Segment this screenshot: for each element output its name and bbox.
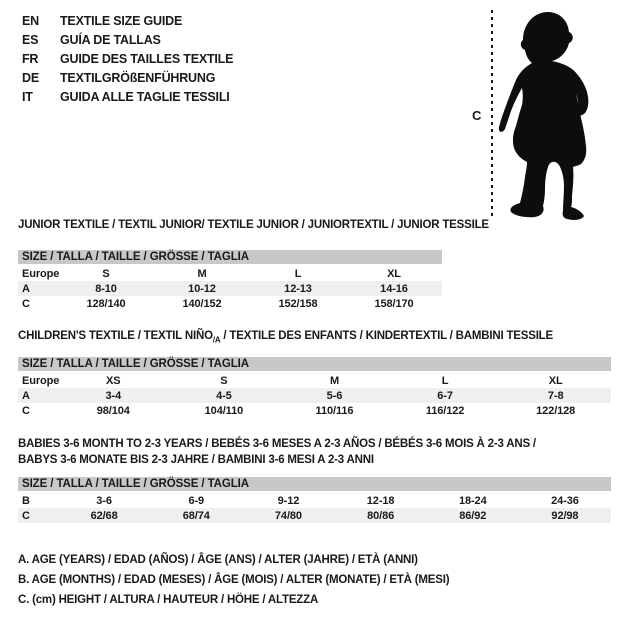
table-row-age: [18, 281, 442, 296]
language-code: DE: [22, 70, 39, 85]
language-label: GUÍA DE TALLAS: [60, 32, 161, 47]
size-cell: 6-7: [437, 389, 453, 402]
table-row-height: [18, 508, 611, 523]
row-label: A: [22, 282, 30, 295]
size-cell: 140/152: [182, 297, 222, 310]
row-label: A: [22, 389, 30, 402]
size-cell: 74/80: [274, 509, 302, 522]
language-code: ES: [22, 32, 39, 47]
size-cell: 12-18: [366, 494, 395, 507]
size-cell: 12-13: [284, 282, 312, 295]
legend: [18, 550, 449, 610]
language-row-it: [22, 87, 233, 106]
size-header-bar: SIZE / TALLA / TAILLE / GRÖSSE / TAGLIA: [18, 477, 611, 491]
language-row-de: [22, 68, 233, 87]
size-cell: XS: [106, 374, 121, 387]
legend-line-c: C. (cm) HEIGHT / ALTURA / HAUTEUR / HÖHE / ALTEZZA: [18, 594, 319, 606]
size-cell: 68/74: [182, 509, 210, 522]
babies-size-table: [18, 477, 611, 523]
title-line-1: BABIES 3-6 MONTH TO 2-3 YEARS / BEBÉS 3-6 MESES A 2-3 AÑOS / BÉBÉS 3-6 MOIS À 2-3 ANS /: [18, 438, 536, 450]
size-cell: 158/170: [374, 297, 414, 310]
legend-line-a: A. AGE (YEARS) / EDAD (AÑOS) / ÂGE (ANS) / ALTER (JAHRE) / ETÀ (ANNI): [18, 554, 418, 566]
legend-line-b: B. AGE (MONTHS) / EDAD (MESES) / ÂGE (MOIS) / ALTER (MONATE) / ETÀ (MESI): [18, 574, 450, 586]
table-row-age-months: [18, 493, 611, 508]
table-row-europe: [18, 373, 611, 388]
size-cell: S: [220, 374, 228, 387]
size-cell: L: [294, 267, 302, 280]
row-label: B: [22, 494, 30, 507]
title-pre: CHILDREN'S TEXTILE / TEXTIL NIÑO: [18, 330, 213, 342]
title-line-2: BABYS 3-6 MONATE BIS 2-3 JAHRE / BAMBINI 3-6 MESI A 2-3 ANNI: [18, 454, 374, 466]
size-cell: 116/122: [425, 404, 465, 417]
size-cell: 152/158: [278, 297, 318, 310]
size-cell: 3-6: [96, 494, 112, 507]
size-cell: 6-9: [188, 494, 205, 507]
row-label: C: [22, 509, 30, 522]
size-cell: 110/116: [315, 404, 354, 417]
size-cell: 5-6: [326, 389, 343, 402]
row-label: C: [22, 297, 30, 310]
junior-table-title: JUNIOR TEXTILE / TEXTIL JUNIOR/ TEXTILE JUNIOR / JUNIORTEXTIL / JUNIOR TESSILE: [18, 219, 489, 231]
size-cell: 104/110: [204, 404, 244, 417]
table-row-height: [18, 403, 611, 418]
size-cell: XL: [548, 374, 563, 387]
language-code: EN: [22, 13, 39, 28]
children-table-title: [18, 330, 553, 344]
size-cell: 4-5: [216, 389, 232, 402]
height-measure-label: C: [472, 108, 482, 123]
size-cell: 98/104: [96, 404, 130, 417]
size-cell: 62/68: [90, 509, 118, 522]
measurement-figure: [470, 8, 615, 222]
language-label: GUIDA ALLE TAGLIE TESSILI: [60, 89, 230, 104]
language-label: GUIDE DES TAILLES TEXTILE: [60, 51, 234, 66]
size-cell: 3-4: [105, 389, 122, 402]
size-cell: M: [329, 374, 340, 387]
size-cell: XL: [387, 267, 401, 280]
size-cell: 80/86: [367, 509, 395, 522]
size-cell: 7-8: [547, 389, 564, 402]
height-dashed-line: [491, 10, 493, 217]
table-row-age: [18, 388, 611, 403]
language-label: TEXTILE SIZE GUIDE: [60, 13, 183, 28]
size-cell: 8-10: [95, 282, 117, 295]
size-header-bar: SIZE / TALLA / TAILLE / GRÖSSE / TAGLIA: [18, 250, 442, 264]
language-list: [22, 11, 233, 106]
title-post: / TEXTILE DES ENFANTS / KINDERTEXTIL / BAMBINI TESSILE: [220, 330, 553, 342]
size-cell: 10-12: [188, 282, 216, 295]
language-code: IT: [22, 89, 33, 104]
row-label: Europe: [22, 374, 60, 387]
size-header-bar: SIZE / TALLA / TAILLE / GRÖSSE / TAGLIA: [18, 357, 611, 371]
table-row-height: [18, 296, 442, 311]
language-row-en: [22, 11, 233, 30]
row-label: Europe: [22, 267, 60, 280]
children-size-table: [18, 357, 611, 418]
row-label: C: [22, 404, 30, 417]
size-cell: 14-16: [380, 282, 408, 295]
size-cell: 24-36: [551, 494, 579, 507]
junior-size-table: [18, 250, 442, 311]
size-cell: L: [441, 374, 449, 387]
size-cell: 92/98: [551, 509, 579, 522]
table-row-europe: [18, 266, 442, 281]
language-code: FR: [22, 51, 39, 66]
toddler-silhouette-icon: [498, 10, 594, 220]
title-sub: /A: [212, 335, 221, 345]
language-row-fr: [22, 49, 233, 68]
size-cell: S: [102, 267, 110, 280]
language-row-es: [22, 30, 233, 49]
size-cell: 86/92: [459, 509, 487, 522]
size-cell: 18-24: [458, 494, 487, 507]
size-cell: M: [197, 267, 207, 280]
babies-table-title: [18, 438, 603, 470]
size-cell: 128/140: [86, 297, 126, 310]
size-cell: 122/128: [536, 404, 576, 417]
size-cell: 9-12: [277, 494, 300, 507]
language-label: TEXTILGRÖßENFÜHRUNG: [60, 70, 216, 85]
